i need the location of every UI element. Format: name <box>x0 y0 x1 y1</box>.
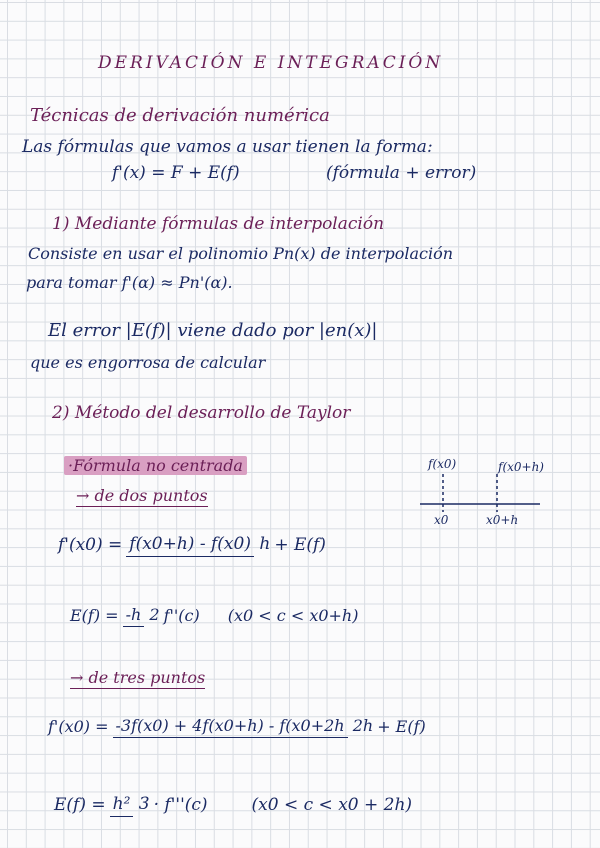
diagram-label-f-x0h: f(x0+h) <box>498 460 544 474</box>
formula-three-points <box>48 714 426 738</box>
diagram-label-f-x0: f(x0) <box>428 457 457 471</box>
error-two-points-lhs: E(f) = <box>70 605 119 625</box>
formula-two-points-lhs: f'(x0) = <box>58 534 123 555</box>
section2-heading: 2) Método del desarrollo de Taylor <box>52 403 351 423</box>
formula-three-points-numerator: -3f(x0) + 4f(x0+h) - f(x0+2h <box>113 716 348 738</box>
intro-line: Las fórmulas que vamos a usar tienen la forma: <box>22 137 433 157</box>
formula-three-points-fraction <box>113 714 374 738</box>
section1-line1: Consiste en usar el polinomio Pn(x) de interpolación <box>28 244 454 263</box>
section1-line2: para tomar f'(α) ≈ Pn'(α). <box>26 273 233 292</box>
error-two-points-denominator: 2 <box>149 605 160 624</box>
error-three-points-numerator: h² <box>110 794 134 817</box>
subtitle: Técnicas de derivación numérica <box>30 105 330 126</box>
error-three-points-fraction <box>110 792 150 817</box>
formula-three-points-error: + E(f) <box>377 716 426 736</box>
error-two-points-interval: (x0 < c < x0+h) <box>227 605 359 625</box>
three-points-label: → de tres puntos <box>70 668 206 687</box>
form-formula: f'(x) = F + E(f) <box>112 163 240 183</box>
error-two-points <box>70 603 358 627</box>
error-three-points-interval: (x0 < c < x0 + 2h) <box>251 794 413 815</box>
formula-two-points-fraction <box>126 532 270 557</box>
section1-heading: 1) Mediante fórmulas de interpolación <box>52 214 385 234</box>
page-title: DERIVACIÓN E INTEGRACIÓN <box>98 53 444 73</box>
formula-three-points-lhs: f'(x0) = <box>48 716 109 736</box>
form-note: (fórmula + error) <box>326 163 477 183</box>
two-points-label: → de dos puntos <box>76 486 208 505</box>
formula-two-points-numerator: f(x0+h) - f(x0) <box>126 534 254 557</box>
error-three-points-factor: · f'''(c) <box>153 794 208 815</box>
formula-two-points <box>58 532 326 557</box>
error-three-points-lhs: E(f) = <box>54 794 106 815</box>
error-three-points <box>54 792 412 817</box>
formula-two-points-denominator: h <box>259 534 271 554</box>
error-line1: El error |E(f)| viene dado por |en(x)| <box>48 320 378 341</box>
error-two-points-numerator: -h <box>123 605 145 627</box>
error-line2: que es engorrosa de calcular <box>30 353 266 372</box>
highlight-label-text: ·Fórmula no centrada <box>64 456 247 475</box>
error-two-points-factor: f''(c) <box>163 605 200 625</box>
error-two-points-fraction <box>123 603 160 627</box>
diagram-label-x0h: x0+h <box>486 513 519 527</box>
formula-three-points-denominator: 2h <box>352 716 374 735</box>
diagram-label-x0: x0 <box>434 513 449 527</box>
error-three-points-denominator: 3 <box>138 794 150 814</box>
formula-two-points-error: + E(f) <box>274 534 326 555</box>
